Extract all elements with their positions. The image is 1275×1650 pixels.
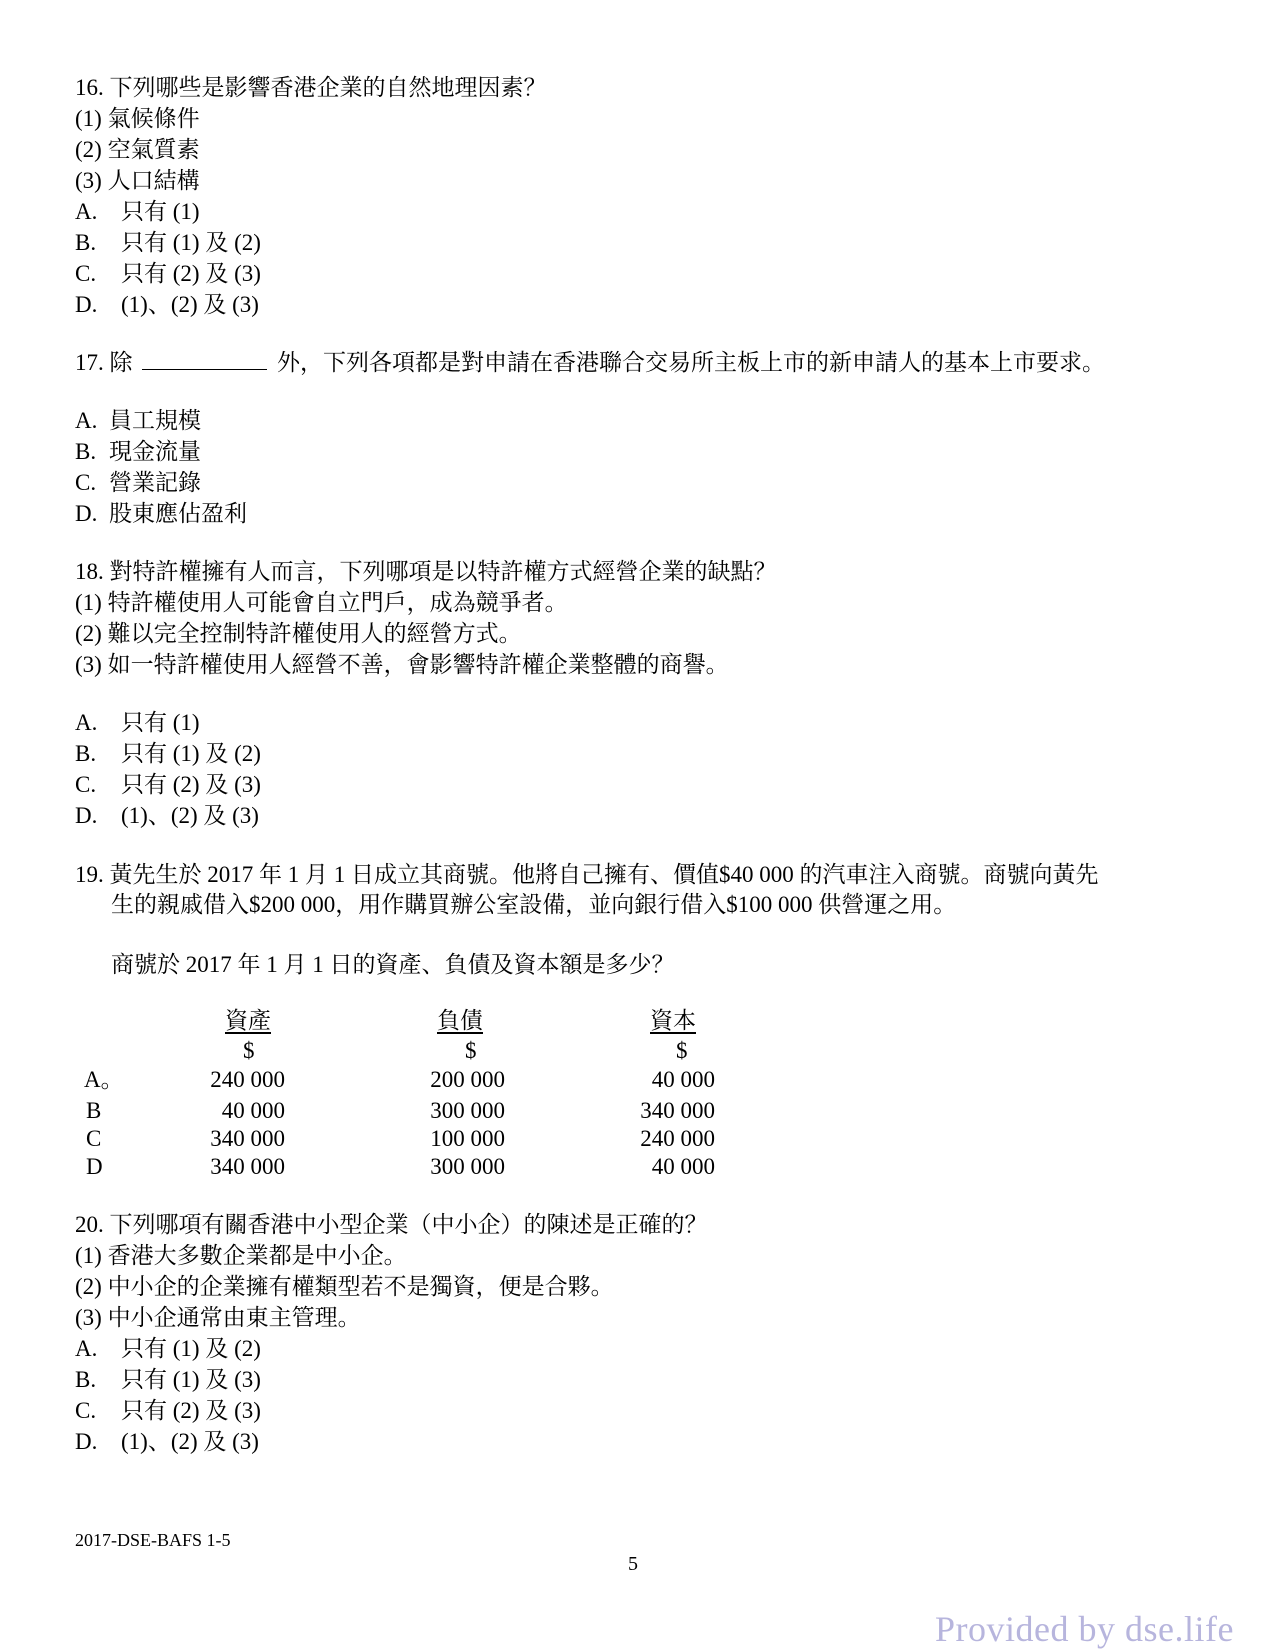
row-letter: A。 bbox=[84, 1067, 124, 1092]
cell-liabilities: 200 000 bbox=[430, 1067, 505, 1092]
option-letter: C. bbox=[75, 772, 97, 797]
q20-stem: 20. 下列哪項有關香港中小型企業（中小企）的陳述是正確的？ bbox=[75, 1212, 708, 1237]
q17-option-c bbox=[75, 468, 201, 498]
q16-option-b bbox=[75, 228, 261, 258]
q17-stem-suffix: 外，下列各項都是對申請在香港聯合交易所主板上市的新申請人的基本上市要求。 bbox=[277, 350, 1105, 375]
option-letter: B. bbox=[75, 741, 97, 766]
q18-option-d bbox=[75, 801, 259, 831]
option-letter: D. bbox=[75, 803, 98, 828]
currency-assets: $ bbox=[243, 1038, 255, 1063]
q18-option-c bbox=[75, 770, 261, 800]
option-text: (1)、(2) 及 (3) bbox=[121, 292, 259, 317]
q16-item-1: (1) 氣候條件 bbox=[75, 106, 200, 131]
row-letter: D bbox=[86, 1154, 103, 1179]
q18-item-3: (3) 如一特許權使用人經營不善，會影響特許權企業整體的商譽。 bbox=[75, 652, 729, 677]
header-liabilities: 負債 bbox=[437, 1008, 483, 1033]
option-text: 只有 (1) 及 (2) bbox=[121, 1336, 261, 1361]
q18-item-2: (2) 難以完全控制特許權使用人的經營方式。 bbox=[75, 621, 522, 646]
q19-question: 商號於 2017 年 1 月 1 日的資產、負債及資本額是多少？ bbox=[111, 952, 675, 977]
option-text: 只有 (2) 及 (3) bbox=[121, 1398, 261, 1423]
q19-stem-line2: 生的親戚借入$200 000，用作購買辦公室設備，並向銀行借入$100 000 供營運之用。 bbox=[111, 892, 957, 917]
q18-option-a bbox=[75, 708, 200, 738]
header-capital: 資本 bbox=[650, 1008, 696, 1033]
q17-stem bbox=[75, 348, 1105, 378]
q17-option-a bbox=[75, 406, 201, 436]
option-letter: D. bbox=[75, 292, 98, 317]
option-text: 只有 (2) 及 (3) bbox=[121, 772, 261, 797]
option-letter: A. bbox=[75, 1336, 98, 1361]
cell-liabilities: 100 000 bbox=[430, 1126, 505, 1151]
q17-option-b bbox=[75, 437, 201, 467]
q16-option-d bbox=[75, 290, 259, 320]
option-letter: C. bbox=[75, 1398, 97, 1423]
option-letter: A. bbox=[75, 199, 98, 224]
option-letter: C. bbox=[75, 470, 97, 495]
cell-assets: 340 000 bbox=[210, 1154, 285, 1179]
q18-option-b bbox=[75, 739, 261, 769]
cell-assets: 240 000 bbox=[210, 1067, 285, 1092]
q20-option-a bbox=[75, 1334, 261, 1364]
q16-stem: 16. 下列哪些是影響香港企業的自然地理因素？ bbox=[75, 75, 547, 100]
option-text: 現金流量 bbox=[109, 439, 201, 464]
q20-item-1: (1) 香港大多數企業都是中小企。 bbox=[75, 1243, 407, 1268]
q16-item-3: (3) 人口結構 bbox=[75, 168, 200, 193]
option-text: 員工規模 bbox=[109, 408, 201, 433]
option-text: 只有 (1) 及 (2) bbox=[121, 741, 261, 766]
option-text: 股東應佔盈利 bbox=[109, 501, 247, 526]
option-letter: A. bbox=[75, 710, 98, 735]
cell-liabilities: 300 000 bbox=[430, 1098, 505, 1123]
option-letter: D. bbox=[75, 501, 98, 526]
cell-capital: 240 000 bbox=[640, 1126, 715, 1151]
currency-capital: $ bbox=[676, 1038, 688, 1063]
paper-code: 2017-DSE-BAFS 1-5 bbox=[75, 1530, 231, 1550]
cell-liabilities: 300 000 bbox=[430, 1154, 505, 1179]
header-assets: 資產 bbox=[225, 1008, 271, 1033]
option-letter: C. bbox=[75, 261, 97, 286]
option-text: 只有 (1) bbox=[121, 710, 200, 735]
cell-assets: 340 000 bbox=[210, 1126, 285, 1151]
row-letter: C bbox=[86, 1126, 102, 1151]
q20-option-c bbox=[75, 1396, 261, 1426]
cell-capital: 40 000 bbox=[651, 1154, 715, 1179]
page-number: 5 bbox=[628, 1553, 638, 1575]
currency-liabilities: $ bbox=[465, 1038, 477, 1063]
q16-item-2: (2) 空氣質素 bbox=[75, 137, 200, 162]
cell-capital: 340 000 bbox=[640, 1098, 715, 1123]
option-letter: A. bbox=[75, 408, 98, 433]
option-letter: D. bbox=[75, 1429, 98, 1454]
row-letter: B bbox=[86, 1098, 102, 1123]
option-text: 營業記錄 bbox=[109, 470, 201, 495]
q16-option-a bbox=[75, 197, 200, 227]
q17-option-d bbox=[75, 499, 247, 529]
option-text: 只有 (1) 及 (3) bbox=[121, 1367, 261, 1392]
option-text: 只有 (1) bbox=[121, 199, 200, 224]
q17-stem-prefix: 17. 除 bbox=[75, 350, 133, 375]
answer-blank bbox=[142, 349, 267, 370]
option-letter: B. bbox=[75, 439, 97, 464]
watermark: Provided by dse.life bbox=[935, 1609, 1234, 1649]
cell-capital: 40 000 bbox=[651, 1067, 715, 1092]
option-letter: B. bbox=[75, 230, 97, 255]
option-text: 只有 (1) 及 (2) bbox=[121, 230, 261, 255]
q19-stem-line1: 19. 黃先生於 2017 年 1 月 1 日成立其商號。他將自己擁有、價值$40 000 的汽車注入商號。商號向黃先 bbox=[75, 862, 1099, 887]
q20-item-2: (2) 中小企的企業擁有權類型若不是獨資，便是合夥。 bbox=[75, 1274, 614, 1299]
q18-item-1: (1) 特許權使用人可能會自立門戶，成為競爭者。 bbox=[75, 590, 568, 615]
option-text: (1)、(2) 及 (3) bbox=[121, 803, 259, 828]
cell-assets: 40 000 bbox=[221, 1098, 285, 1123]
q20-item-3: (3) 中小企通常由東主管理。 bbox=[75, 1305, 361, 1330]
option-text: (1)、(2) 及 (3) bbox=[121, 1429, 259, 1454]
q20-option-b bbox=[75, 1365, 261, 1395]
q18-stem: 18. 對特許權擁有人而言，下列哪項是以特許權方式經營企業的缺點？ bbox=[75, 559, 777, 584]
q16-option-c bbox=[75, 259, 261, 289]
option-letter: B. bbox=[75, 1367, 97, 1392]
option-text: 只有 (2) 及 (3) bbox=[121, 261, 261, 286]
q20-option-d bbox=[75, 1427, 259, 1457]
